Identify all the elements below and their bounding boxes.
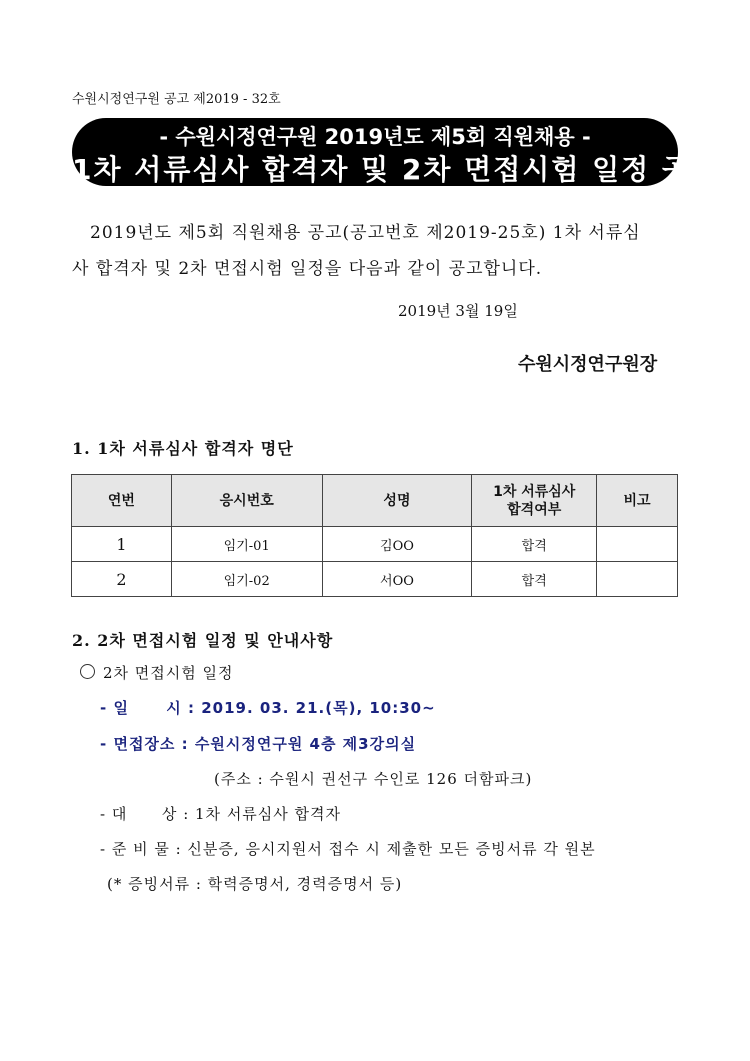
item-materials: - 준 비 물 : 신분증, 응시지원서 접수 시 제출한 모든 증빙서류 각 원본 bbox=[100, 840, 596, 858]
announcement-date: 2019년 3월 19일 bbox=[398, 302, 518, 320]
signature: 수원시정연구원장 bbox=[518, 354, 658, 375]
cell-result: 합격 bbox=[472, 562, 597, 597]
item-place bbox=[100, 733, 416, 754]
cell-applicant-id: 임기-02 bbox=[171, 562, 322, 597]
cell-applicant-id: 임기-01 bbox=[171, 527, 322, 562]
item-target: - 대 상 : 1차 서류심사 합격자 bbox=[100, 805, 342, 823]
document-number: 수원시정연구원 공고 제2019 - 32호 bbox=[72, 92, 281, 107]
cell-note bbox=[597, 562, 678, 597]
intro-line-2: 사 합격자 및 2차 면접시험 일정을 다음과 같이 공고합니다. bbox=[72, 259, 543, 279]
place-label: - 면접장소 : bbox=[100, 735, 189, 753]
datetime-value: 2019. 03. 21.(목), 10:30~ bbox=[201, 699, 436, 717]
cell-name: 서OO bbox=[322, 562, 472, 597]
subsection-interview-schedule bbox=[80, 662, 234, 683]
cell-result: 합격 bbox=[472, 527, 597, 562]
circle-bullet-icon bbox=[80, 664, 95, 679]
section-2-title: 2. 2차 면접시험 일정 및 안내사항 bbox=[72, 631, 334, 650]
section-1-title: 1. 1차 서류심사 합격자 명단 bbox=[72, 439, 294, 458]
table-row bbox=[72, 527, 678, 562]
passer-table bbox=[71, 474, 678, 597]
table-header-row bbox=[72, 475, 678, 527]
cell-name: 김OO bbox=[322, 527, 472, 562]
item-address: (주소 : 수원시 권선구 수인로 126 더함파크) bbox=[214, 770, 533, 788]
banner-title: 1차 서류심사 합격자 및 2차 면접시험 일정 공고 bbox=[72, 153, 721, 186]
header-result bbox=[472, 475, 597, 527]
cell-note bbox=[597, 527, 678, 562]
datetime-label: - 일 시 : bbox=[100, 699, 195, 717]
table-row bbox=[72, 562, 678, 597]
intro-line-1: 2019년도 제5회 직원채용 공고(공고번호 제2019-25호) 1차 서류심 bbox=[90, 223, 641, 243]
banner-subtitle: - 수원시정연구원 2019년도 제5회 직원채용 - bbox=[159, 125, 591, 149]
header-note: 비고 bbox=[597, 475, 678, 527]
header-result-line-1: 1차 서류심사 bbox=[493, 483, 576, 500]
header-name: 성명 bbox=[322, 475, 472, 527]
header-applicant-id: 응시번호 bbox=[171, 475, 322, 527]
title-banner bbox=[72, 118, 721, 186]
header-result-line-2: 합격여부 bbox=[507, 501, 562, 518]
cell-no: 2 bbox=[72, 562, 172, 597]
cell-no: 1 bbox=[72, 527, 172, 562]
item-materials-note: (* 증빙서류 : 학력증명서, 경력증명서 등) bbox=[107, 875, 403, 893]
subsection-label: 2차 면접시험 일정 bbox=[103, 664, 234, 682]
header-no: 연번 bbox=[72, 475, 172, 527]
place-value: 수원시정연구원 4층 제3강의실 bbox=[194, 735, 417, 753]
item-datetime bbox=[100, 697, 436, 718]
